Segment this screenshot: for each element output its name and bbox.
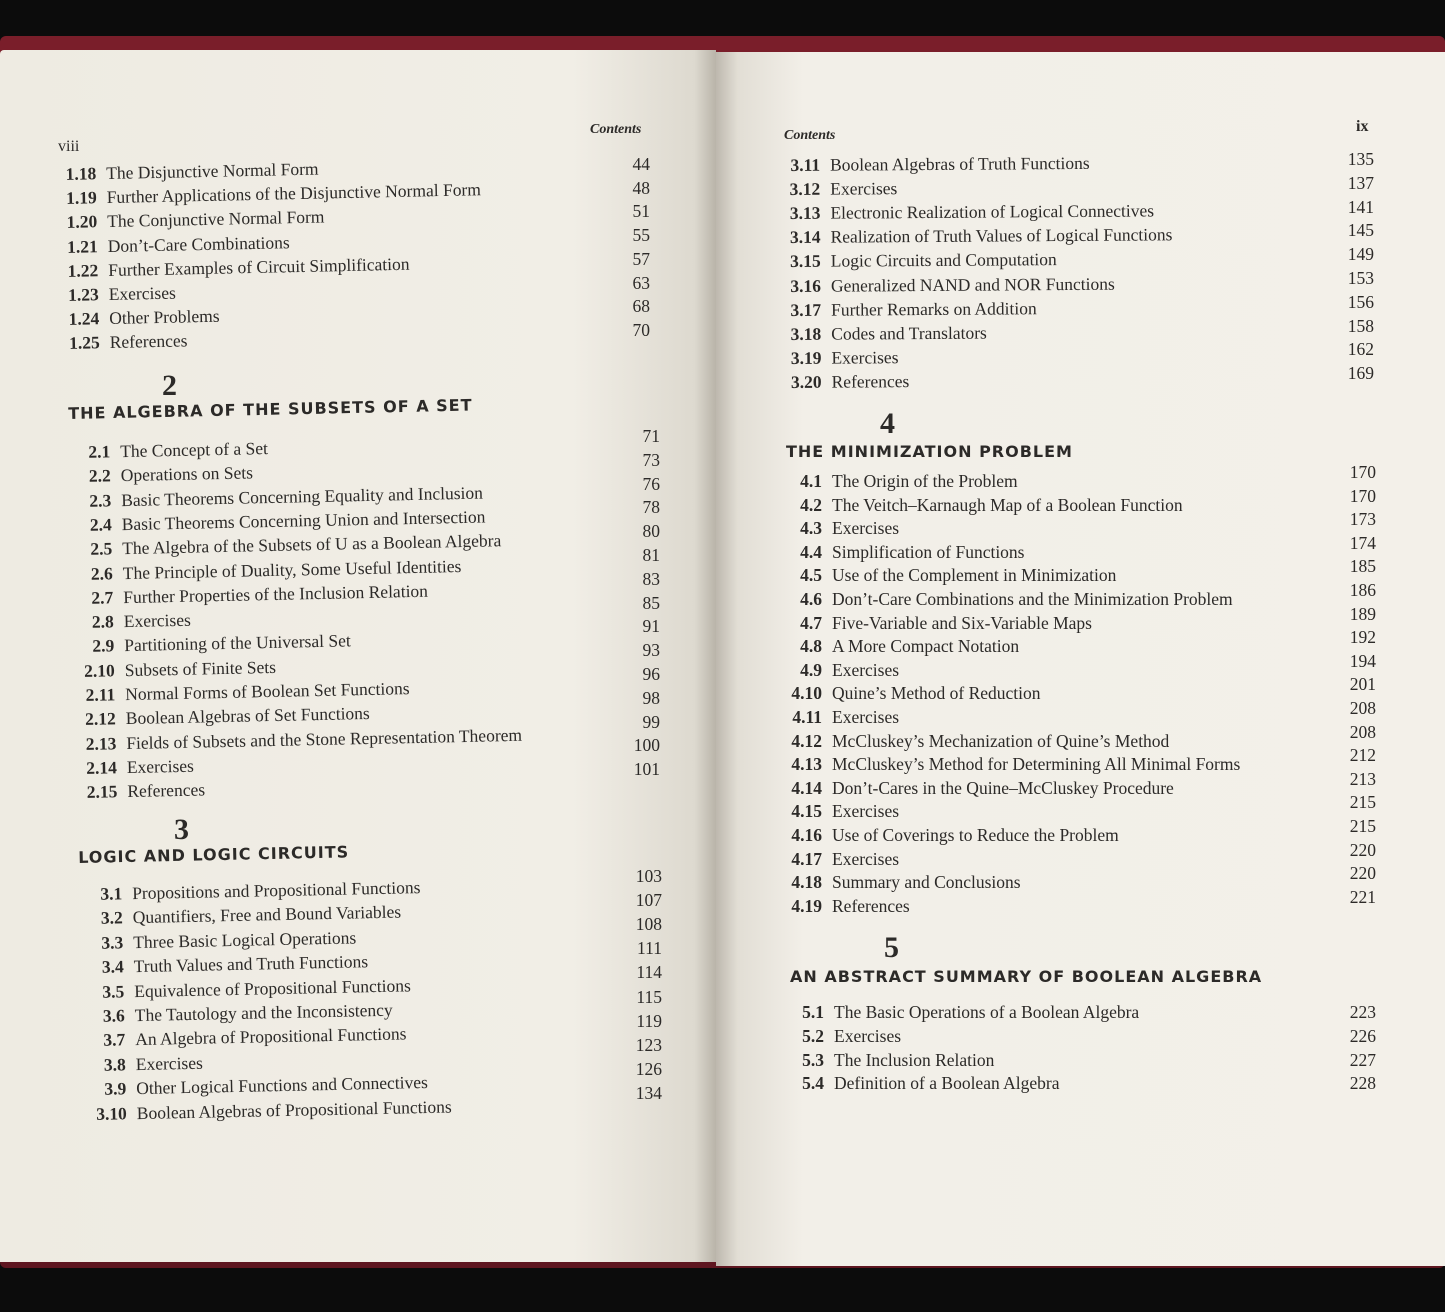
page-number-left: viii (58, 138, 80, 155)
section-number: 3.18 (790, 323, 822, 344)
section-title: The Algebra of the Subsets of U as a Boolean Algebra (122, 530, 502, 559)
section-number: 3.11 (790, 154, 821, 175)
section-title: The Tautology and the Inconsistency (134, 999, 393, 1026)
section-number: 2.14 (85, 757, 118, 778)
page-ref: 186 (1349, 580, 1376, 600)
section-title: Exercises (832, 707, 900, 727)
section-number: 2.6 (90, 562, 113, 584)
page-ref: 68 (632, 296, 650, 317)
section-number: 2.7 (91, 587, 114, 608)
section-number: 4.3 (800, 518, 822, 539)
chapter-number: 3 (174, 813, 189, 846)
section-number: 5.1 (802, 1002, 824, 1022)
page-ref: 57 (632, 248, 650, 269)
section-number: 4.2 (800, 494, 822, 515)
section-number: 1.21 (66, 235, 98, 257)
page-ref: 137 (1347, 172, 1374, 193)
section-number: 3.20 (790, 371, 822, 392)
section-title: The Origin of the Problem (832, 471, 1018, 491)
page-ref: 145 (1347, 220, 1374, 241)
page-ref: 70 (632, 319, 650, 340)
section-title: References (831, 371, 910, 392)
section-title: Codes and Translators (831, 322, 987, 344)
section-title: Summary and Conclusions (832, 872, 1021, 893)
chapter-title: THE ALGEBRA OF THE SUBSETS OF A SET (68, 395, 473, 423)
section-number: 3.6 (102, 1005, 125, 1026)
section-title: Normal Forms of Boolean Set Functions (125, 678, 410, 705)
right-page (716, 52, 1445, 1266)
page-ref: 141 (1347, 196, 1374, 217)
section-number: 1.25 (68, 332, 100, 354)
page-ref: 170 (1349, 462, 1376, 482)
section-title: Simplification of Functions (832, 541, 1025, 562)
chapter-title: THE MINIMIZATION PROBLEM (786, 442, 1073, 461)
section-number: 4.17 (791, 848, 822, 869)
section-number: 4.11 (792, 707, 822, 727)
section-number: 3.4 (101, 956, 124, 977)
section-title: The Inclusion Relation (834, 1049, 995, 1070)
page-ref: 149 (1347, 244, 1374, 265)
section-number: 2.13 (85, 732, 117, 754)
page-ref: 101 (633, 759, 660, 780)
running-head-right: Contents (784, 128, 836, 143)
section-number: 3.3 (101, 932, 124, 953)
section-title: Exercises (832, 848, 900, 869)
section-number: 2.4 (89, 514, 112, 535)
page-ref: 44 (632, 154, 650, 174)
page-ref: 48 (632, 177, 650, 198)
page-ref: 71 (642, 426, 660, 446)
page-ref: 73 (642, 449, 660, 470)
section-number: 1.20 (66, 211, 98, 233)
section-number: 4.13 (791, 754, 822, 775)
section-number: 3.5 (102, 980, 125, 1002)
section-title: Quine’s Method of Reduction (832, 683, 1041, 704)
section-title: Don’t-Care Combinations and the Minimization Problem (832, 589, 1233, 609)
section-title: The Conjunctive Normal Form (107, 206, 325, 232)
section-title: Partitioning of the Universal Set (124, 630, 351, 656)
section-title: Propositions and Propositional Functions (131, 877, 421, 904)
chapter-number: 2 (162, 369, 177, 402)
section-number: 2.15 (86, 781, 118, 803)
section-title: Electronic Realization of Logical Connectives (830, 200, 1155, 223)
page-ref: 158 (1347, 315, 1374, 336)
section-number: 3.13 (789, 202, 821, 224)
page-ref: 93 (642, 640, 660, 661)
page-ref: 220 (1349, 863, 1376, 884)
page-ref: 156 (1347, 291, 1374, 312)
chapter-title: AN ABSTRACT SUMMARY OF BOOLEAN ALGEBRA (790, 967, 1263, 986)
section-title: McCluskey’s Method for Determining All Minimal Forms (832, 754, 1241, 775)
page-ref: 76 (642, 473, 660, 494)
section-number: 3.9 (104, 1078, 127, 1099)
section-number: 3.16 (790, 275, 821, 296)
section-title: The Principle of Duality, Some Useful Identities (122, 555, 462, 583)
section-title: Further Remarks on Addition (831, 297, 1037, 320)
page-ref: 173 (1349, 509, 1376, 530)
page-ref: 134 (635, 1082, 662, 1103)
section-title: Other Logical Functions and Connectives (136, 1072, 429, 1099)
section-number: 3.8 (103, 1054, 126, 1075)
page-ref: 119 (636, 1010, 662, 1031)
section-number: 4.19 (791, 895, 822, 916)
section-title: Boolean Algebras of Truth Functions (829, 152, 1090, 175)
page-ref: 174 (1349, 532, 1376, 553)
page-ref: 83 (642, 568, 660, 589)
section-number: 5.4 (802, 1073, 824, 1094)
section-title: Truth Values and Truth Functions (133, 951, 369, 977)
section-title: Subsets of Finite Sets (124, 656, 277, 680)
page-ref: 91 (642, 616, 660, 637)
section-number: 4.1 (800, 471, 822, 491)
section-title: Equivalence of Propositional Functions (134, 974, 411, 1001)
section-title: Exercises (831, 347, 899, 368)
section-number: 3.15 (790, 251, 821, 272)
section-number: 2.5 (90, 538, 113, 559)
section-title: Don’t-Care Combinations (107, 231, 290, 256)
page-ref: 212 (1349, 745, 1376, 766)
page-ref: 228 (1349, 1073, 1376, 1094)
section-title: Operations on Sets (120, 462, 254, 486)
section-number: 2.2 (88, 465, 111, 487)
section-number: 4.15 (791, 801, 822, 822)
section-title: Definition of a Boolean Algebra (834, 1073, 1060, 1094)
section-title: Exercises (126, 755, 195, 777)
section-title: Exercises (834, 1025, 902, 1046)
section-number: 2.11 (85, 684, 116, 705)
section-number: 1.24 (68, 308, 100, 330)
section-title: Further Examples of Circuit Simplification (108, 253, 410, 280)
section-number: 4.7 (800, 612, 822, 633)
page-ref: 192 (1349, 627, 1376, 648)
section-number: 4.9 (800, 659, 822, 680)
section-number: 2.9 (92, 635, 115, 657)
section-number: 4.14 (791, 777, 822, 798)
section-number: 4.4 (800, 541, 822, 562)
section-number: 3.19 (790, 347, 822, 368)
section-title: References (109, 330, 188, 353)
section-number: 2.12 (84, 708, 117, 730)
page-number-right: ix (1356, 118, 1369, 135)
page-ref: 98 (642, 687, 660, 708)
page-ref: 153 (1347, 268, 1374, 288)
page-ref: 170 (1349, 485, 1376, 506)
section-title: Exercises (123, 609, 192, 632)
page-ref: 108 (635, 914, 662, 935)
section-title: The Basic Operations of a Boolean Algebra (834, 1002, 1140, 1022)
section-title: The Veitch–Karnaugh Map of a Boolean Function (832, 494, 1183, 515)
section-title: Further Properties of the Inclusion Relation (123, 580, 429, 607)
section-title: Use of the Complement in Minimization (832, 565, 1117, 586)
section-title: McCluskey’s Mechanization of Quine’s Method (832, 730, 1170, 751)
page-ref: 208 (1349, 721, 1376, 742)
page-ref: 107 (635, 890, 662, 911)
section-title: Basic Theorems Concerning Equality and Inclusion (121, 482, 484, 510)
page-ref: 169 (1347, 363, 1374, 384)
section-number: 4.5 (800, 565, 822, 586)
section-title: Five-Variable and Six-Variable Maps (832, 612, 1092, 633)
section-title: A More Compact Notation (832, 636, 1020, 657)
section-number: 4.6 (800, 589, 822, 609)
section-number: 3.10 (95, 1102, 128, 1124)
page-ref: 115 (636, 986, 662, 1007)
page-ref: 111 (637, 938, 662, 959)
section-title: An Algebra of Propositional Functions (135, 1023, 407, 1050)
section-title: Three Basic Logical Operations (133, 927, 357, 952)
section-number: 5.2 (802, 1025, 824, 1046)
page-ref: 78 (642, 497, 660, 518)
page-ref: 103 (635, 866, 662, 886)
section-title: Exercises (832, 518, 900, 539)
page-ref: 51 (632, 201, 650, 222)
section-number: 2.8 (91, 611, 114, 632)
section-number: 3.2 (100, 907, 123, 929)
section-number: 3.1 (100, 883, 123, 904)
section-title: Exercises (832, 801, 900, 822)
section-title: Exercises (830, 178, 898, 199)
chapter-title: LOGIC AND LOGIC CIRCUITS (78, 842, 350, 867)
page-ref: 99 (642, 711, 660, 732)
page-ref: 100 (633, 735, 660, 756)
section-title: Basic Theorems Concerning Union and Intersection (121, 506, 486, 534)
running-head-left: Contents (590, 122, 642, 137)
section-title: References (832, 895, 910, 916)
page-ref: 126 (635, 1058, 662, 1079)
section-number: 4.16 (791, 825, 822, 845)
page-ref: 220 (1349, 839, 1376, 860)
section-number: 4.8 (800, 636, 822, 657)
section-number: 4.18 (791, 872, 822, 893)
section-number: 2.3 (89, 489, 112, 511)
section-number: 4.12 (791, 730, 822, 751)
section-number: 1.19 (65, 187, 97, 209)
section-title: Quantifiers, Free and Bound Variables (132, 901, 402, 928)
chapter-number: 4 (880, 407, 895, 440)
page-ref: 208 (1349, 698, 1376, 718)
page-ref: 227 (1349, 1049, 1376, 1070)
section-number: 1.23 (67, 284, 99, 305)
page-ref: 226 (1349, 1025, 1376, 1046)
page-ref: 223 (1349, 1002, 1376, 1022)
section-number: 3.7 (103, 1029, 126, 1051)
page-ref: 215 (1349, 792, 1376, 813)
section-number: 3.14 (789, 227, 821, 248)
section-title: Other Problems (109, 305, 220, 329)
section-number: 4.10 (791, 683, 822, 704)
page-ref: 85 (642, 592, 660, 613)
page-ref: 63 (632, 272, 650, 293)
section-title: The Disjunctive Normal Form (105, 158, 319, 184)
section-title: Don’t-Cares in the Quine–McCluskey Procedure (832, 777, 1174, 798)
section-title: Boolean Algebras of Set Functions (125, 703, 370, 729)
page-ref: 185 (1349, 556, 1376, 577)
section-number: 2.10 (83, 659, 115, 681)
section-title: Exercises (108, 282, 176, 305)
page-ref: 55 (632, 225, 650, 246)
section-number: 3.12 (789, 178, 821, 200)
section-title: Generalized NAND and NOR Functions (830, 273, 1115, 296)
page-ref: 80 (642, 521, 660, 542)
section-title: References (127, 779, 206, 802)
left-page (0, 50, 716, 1262)
section-title: Exercises (135, 1052, 204, 1074)
page-ref: 162 (1347, 339, 1374, 360)
chapter-number: 5 (884, 931, 899, 964)
section-title: Use of Coverings to Reduce the Problem (832, 825, 1119, 845)
page-ref: 135 (1347, 149, 1374, 169)
section-title: Further Applications of the Disjunctive Normal Form (106, 179, 482, 208)
page-ref: 215 (1349, 816, 1376, 836)
page-ref: 201 (1349, 674, 1376, 695)
section-number: 3.17 (790, 299, 822, 320)
section-number: 5.3 (802, 1049, 824, 1070)
page-ref: 213 (1349, 768, 1376, 789)
page-ref: 114 (636, 962, 662, 983)
page-ref: 189 (1349, 603, 1376, 624)
page-ref: 194 (1349, 650, 1376, 671)
section-number: 1.18 (65, 163, 97, 184)
section-title: Exercises (832, 659, 900, 680)
page-ref: 221 (1349, 886, 1376, 907)
section-title: Logic Circuits and Computation (830, 249, 1057, 272)
page-ref: 96 (642, 664, 660, 684)
section-title: Fields of Subsets and the Stone Representation Theorem (126, 724, 523, 753)
page-ref: 81 (642, 545, 660, 565)
section-number: 1.22 (67, 260, 99, 281)
section-title: Boolean Algebras of Propositional Functions (136, 1096, 452, 1123)
section-title: The Concept of a Set (119, 438, 269, 462)
section-number: 2.1 (88, 441, 111, 462)
section-title: Realization of Truth Values of Logical Functions (830, 224, 1173, 247)
page-ref: 123 (635, 1034, 662, 1055)
